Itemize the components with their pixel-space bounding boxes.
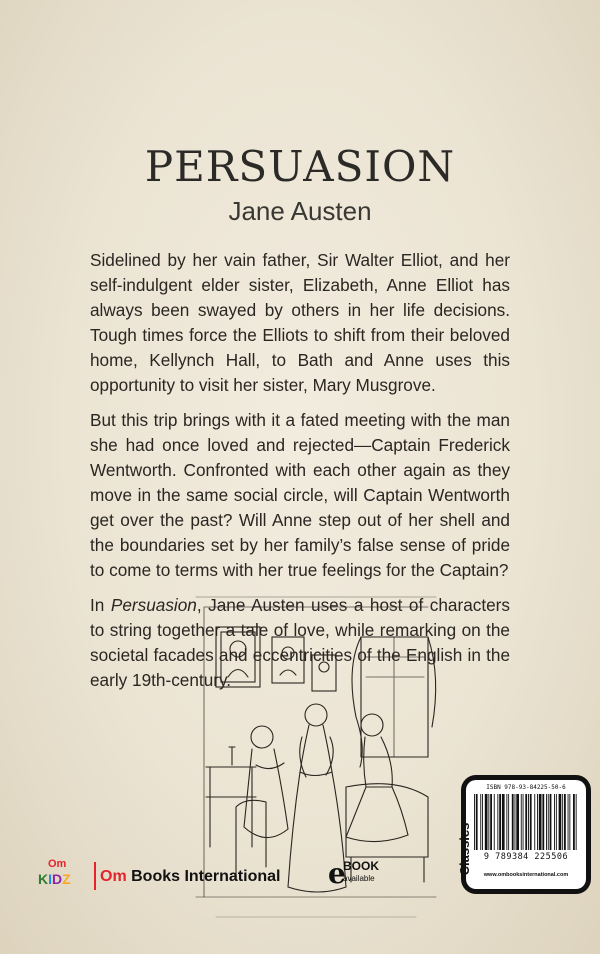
barcode-bar — [550, 794, 552, 850]
blurb-paragraph-3-prefix: In — [90, 595, 111, 615]
publisher-divider — [94, 862, 96, 890]
barcode-bar — [542, 794, 544, 850]
barcode-bar — [546, 794, 547, 850]
book-title: PERSUASION — [144, 142, 456, 191]
om-kidz-letter: K — [38, 871, 49, 887]
ebook-e-icon — [328, 857, 344, 891]
om-kidz-logo-top: Om — [48, 858, 67, 870]
publisher-website: www.ombooksinternational.com — [483, 872, 569, 878]
barcode-bar — [534, 794, 535, 850]
barcode-bar — [512, 794, 514, 850]
barcode-bar — [564, 794, 566, 850]
barcode-bar — [497, 794, 498, 850]
barcode-bar — [573, 794, 575, 850]
om-kidz-letter: D — [52, 871, 63, 887]
barcode-bar — [490, 794, 492, 850]
isbn-digits: 9 789384 225506 — [483, 852, 569, 862]
publisher-name-rest: Books International — [126, 868, 281, 885]
ebook-label: BOOK — [343, 859, 379, 873]
blurb-paragraph-1: Sidelined by her vain father, Sir Walter Elliot, and her self-indulgent elder sister, Elizabeth, Anne Elliot has always been swayed by others in her life decisions. Tough times force the Elliots to shift from their beloved home, Kellynch Hall, to Bath and Anne uses this opportunity to visit her sister, Mary Musgrove. — [90, 250, 510, 395]
isbn-label: ISBN 978-93-84225-50-6 — [486, 784, 566, 791]
barcode-bars — [472, 794, 580, 850]
barcode-bar — [530, 794, 532, 850]
barcode-bar — [494, 794, 495, 850]
barcode-bar — [562, 794, 563, 850]
barcode-bar — [576, 794, 577, 850]
barcode-bar — [476, 794, 478, 850]
blurb-book-title-italic: Persuasion — [110, 595, 197, 615]
ebook-availability: available — [343, 874, 375, 883]
barcode-bar — [556, 794, 557, 850]
barcode-bar — [480, 794, 481, 850]
barcode-bar — [521, 794, 522, 850]
barcode-bar — [525, 794, 527, 850]
barcode-bar — [539, 794, 542, 850]
barcode-bar — [548, 794, 549, 850]
barcode-bar — [568, 794, 569, 850]
barcode-bar — [499, 794, 501, 850]
publisher-name — [100, 868, 280, 886]
barcode-bar — [559, 794, 562, 850]
barcode-bar — [482, 794, 483, 850]
barcode-bar — [515, 794, 516, 850]
blurb-paragraph-2: But this trip brings with it a fated meeting with the man she had once loved and rejected—Captain Frederick Wentworth. Confronted with each other again as they move in the same social circle, will Captain Wentworth get over the past? Will Anne step out of her shell and the boundaries set by her family’s false sense of pride to come to terms with her true feelings for the Captain? — [90, 410, 510, 580]
barcode-bar — [528, 794, 529, 850]
publisher-name-prefix: Om — [100, 868, 127, 885]
ebook-available-logo — [328, 857, 384, 893]
portrait-frame-2 — [272, 637, 304, 683]
barcode-bar — [485, 794, 488, 850]
om-kidz-logo — [38, 858, 94, 898]
barcode-bar — [523, 794, 524, 850]
barcode-bar — [502, 794, 505, 850]
barcode-bar — [569, 794, 570, 850]
barcode-bar — [488, 794, 489, 850]
portrait-frame-3 — [312, 655, 336, 691]
barcode-bar — [537, 794, 538, 850]
om-kidz-logo-letters — [38, 871, 71, 887]
om-kidz-letter: I — [48, 871, 53, 887]
barcode-bar — [474, 794, 475, 850]
barcode-bar — [516, 794, 519, 850]
barcode-bar — [506, 794, 507, 850]
category-label: Classics — [457, 822, 472, 876]
drawing-room-illustration — [196, 597, 436, 953]
ebook-letter: e — [328, 857, 346, 890]
isbn-barcode — [466, 780, 586, 889]
barcode-bar — [508, 794, 509, 850]
blurb-paragraph-3-text: , Jane Austen uses a host of characters to string together a tale of love, while remarking on the societal facades and eccentricities of the English in the early 19th-century. — [90, 595, 510, 690]
om-kidz-letter: Z — [62, 871, 71, 887]
barcode-bar — [554, 794, 555, 850]
book-author: Jane Austen — [228, 196, 372, 226]
